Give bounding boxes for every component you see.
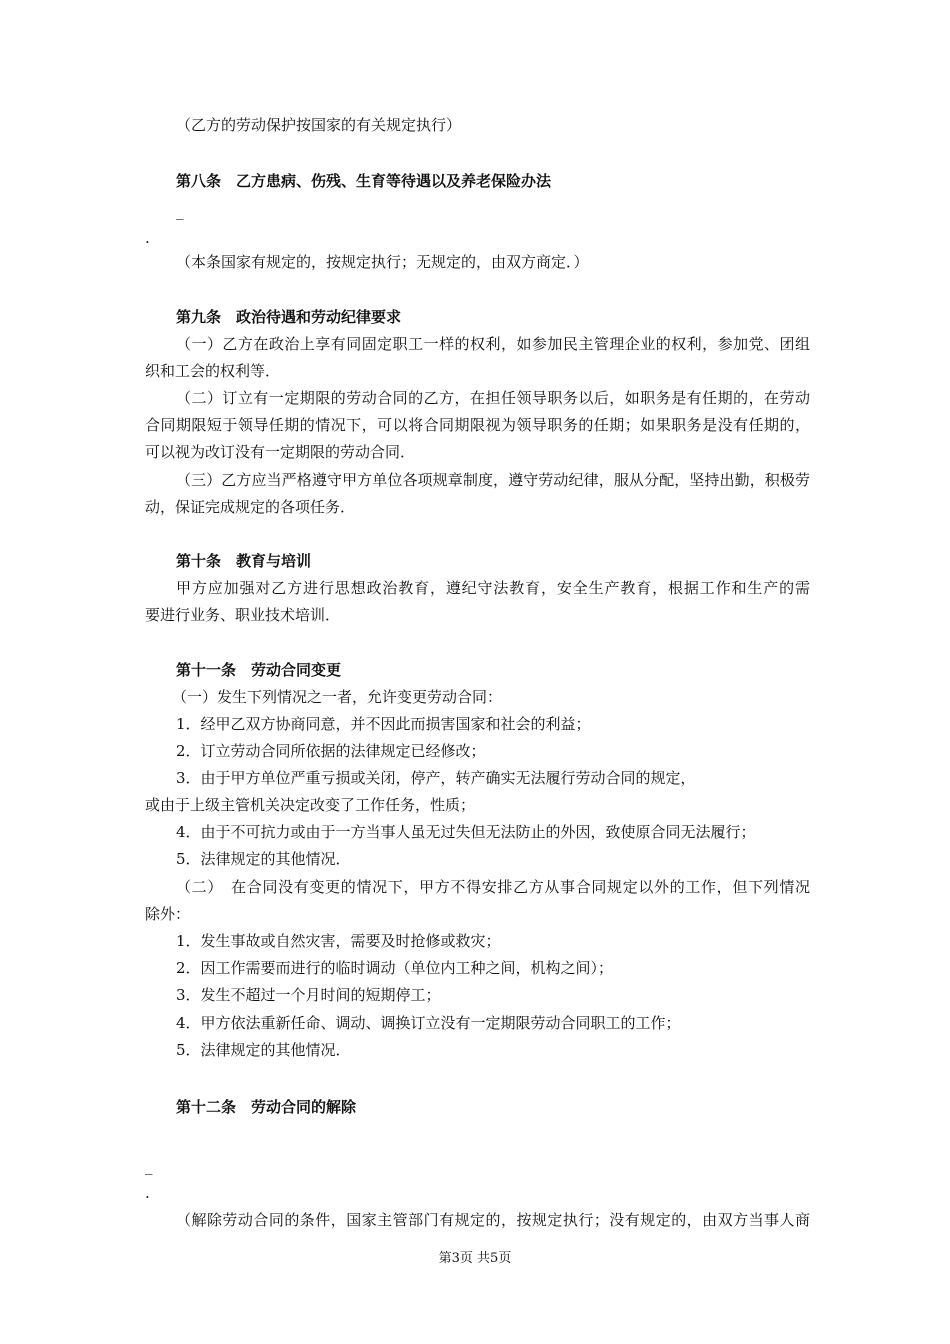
list-item: 3．发生不超过一个月时间的短期停工； — [176, 986, 441, 1004]
article-8-heading: 第八条 乙方患病、伤残、生育等待遇以及养老保险办法 — [176, 172, 552, 190]
blank-dot: . — [145, 1184, 150, 1202]
list-item: 1．经甲乙双方协商同意，并不因此而损害国家和社会的利益； — [176, 715, 591, 733]
paragraph: （乙方的劳动保护按国家的有关规定执行） — [176, 116, 462, 134]
list-item: 5．法律规定的其他情况． — [176, 1041, 351, 1059]
list-item: 4．甲方依法重新任命、调动、调换订立没有一定期限劳动合同职工的工作； — [176, 1014, 681, 1032]
paragraph: 要进行业务、职业技术培训． — [145, 606, 341, 624]
paragraph: （三）乙方应当严格遵守甲方单位各项规章制度，遵守劳动纪律，服从分配，坚持出勤，积极劳 — [176, 471, 810, 489]
paragraph: 除外： — [145, 905, 191, 923]
list-item: 或由于上级主管机关决定改变了工作任务，性质； — [145, 796, 476, 814]
article-12-heading: 第十二条 劳动合同的解除 — [176, 1098, 357, 1116]
paragraph: （一）乙方在政治上享有同固定职工一样的权利，如参加民主管理企业的权利，参加党、团组 — [176, 335, 810, 353]
list-item: 2．订立劳动合同所依据的法律规定已经修改； — [176, 742, 486, 760]
paragraph: （本条国家有规定的，按规定执行；无规定的，由双方商定．） — [176, 253, 589, 271]
paragraph: 织和工会的权利等． — [145, 362, 281, 380]
paragraph: （解除劳动合同的条件，国家主管部门有规定的，按规定执行；没有规定的，由双方当事人商 — [176, 1211, 810, 1229]
paragraph: （一）发生下列情况之一者，允许变更劳动合同： — [172, 688, 503, 706]
article-10-heading: 第十条 教育与培训 — [176, 552, 312, 570]
page-number-footer: 第3页 共5页 — [438, 1251, 512, 1266]
paragraph: 合同期限短于领导任期的情况下，可以将合同期限视为领导职务的任期；如果职务是没有任期的， — [145, 416, 810, 434]
list-item: 5．法律规定的其他情况． — [176, 850, 351, 868]
article-9-heading: 第九条 政治待遇和劳动纪律要求 — [176, 308, 402, 326]
article-11-heading: 第十一条 劳动合同变更 — [176, 661, 342, 679]
list-item: 3．由于甲方单位严重亏损或关闭，停产，转产确实无法履行劳动合同的规定， — [176, 769, 696, 787]
paragraph: （二） 在合同没有变更的情况下，甲方不得安排乙方从事合同规定以外的工作，但下列情况 — [176, 878, 810, 896]
blank-dot: . — [145, 229, 150, 247]
list-item: 4．由于不可抗力或由于一方当事人虽无过失但无法防止的外因，致使原合同无法履行； — [176, 823, 756, 841]
blank-line: _ — [176, 202, 184, 220]
paragraph: 动，保证完成规定的各项任务． — [145, 498, 356, 516]
paragraph: 可以视为改订没有一定期限的劳动合同． — [145, 443, 416, 461]
blank-line: _ — [145, 1157, 153, 1175]
paragraph: 甲方应加强对乙方进行思想政治教育，遵纪守法教育，安全生产教育，根据工作和生产的需 — [176, 579, 810, 597]
paragraph: （二）订立有一定期限的劳动合同的乙方，在担任领导职务以后，如职务是有任期的，在劳动 — [176, 389, 810, 407]
list-item: 1．发生事故或自然灾害，需要及时抢修或救灾； — [176, 932, 501, 950]
list-item: 2．因工作需要而进行的临时调动（单位内工种之间，机构之间）； — [176, 959, 614, 977]
